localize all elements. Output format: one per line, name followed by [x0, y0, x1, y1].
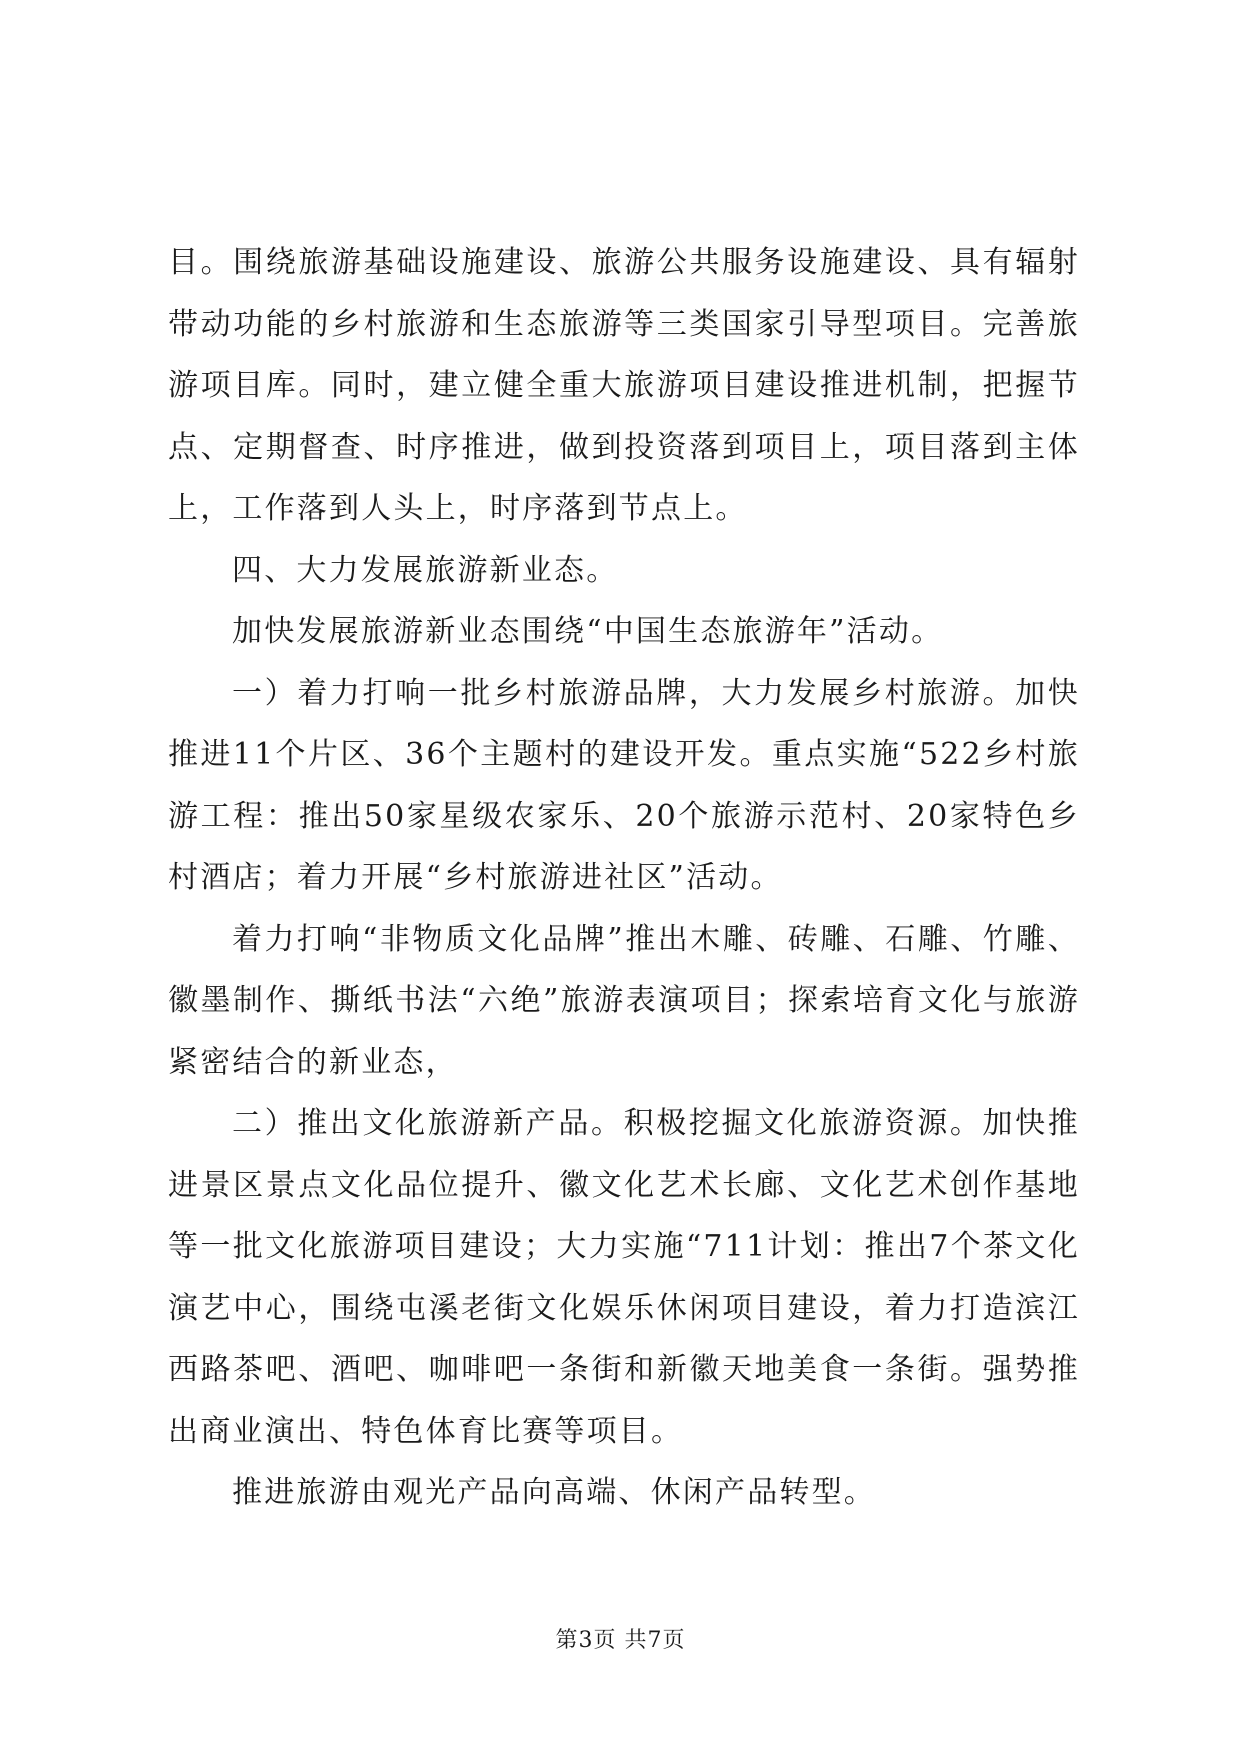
page-footer: [0, 1627, 1241, 1655]
paragraph-continuation: 目。围绕旅游基础设施建设、旅游公共服务设施建设、具有辐射带动功能的乡村旅游和生态旅游等三类国家引导型项目。完善旅游项目库。同时，建立健全重大旅游项目建设推进机制，把握节点、定期督查、时序推进，做到投资落到项目上，项目落到主体上，工作落到人头上，时序落到节点上。: [168, 245, 1080, 526]
paragraph-item-one: 一）着力打响一批乡村旅游品牌，大力发展乡村旅游。加快推进11个片区、36个主题村的建设开发。重点实施“522乡村旅游工程：推出50家星级农家乐、20个旅游示范村、20家特色乡村酒店；着力开展“乡村旅游进社区”活动。: [168, 675, 1080, 895]
paragraph-transition: 推进旅游由观光产品向高端、休闲产品转型。: [232, 1475, 876, 1510]
paragraph-heritage-brand: 着力打响“非物质文化品牌”推出木雕、砖雕、石雕、竹雕、徽墨制作、撕纸书法“六绝”旅游表演项目；探索培育文化与旅游紧密结合的新业态，: [168, 921, 1080, 1080]
document-body: [168, 232, 1080, 1524]
page-number-label: 第3页 共7页: [555, 1628, 686, 1653]
paragraph-item-two: 二）推出文化旅游新产品。积极挖掘文化旅游资源。加快推进景区景点文化品位提升、徽文化艺术长廊、文化艺术创作基地等一批文化旅游项目建设；大力实施“711计划：推出7个茶文化演艺中心，围绕屯溪老街文化娱乐休闲项目建设，着力打造滨江西路茶吧、酒吧、咖啡吧一条街和新徽天地美食一条街。强势推出商业演出、特色体育比赛等项目。: [168, 1106, 1080, 1449]
paragraph-intro: 加快发展旅游新业态围绕“中国生态旅游年”活动。: [232, 614, 944, 649]
section-heading-four: 四、大力发展旅游新业态。: [232, 552, 619, 588]
